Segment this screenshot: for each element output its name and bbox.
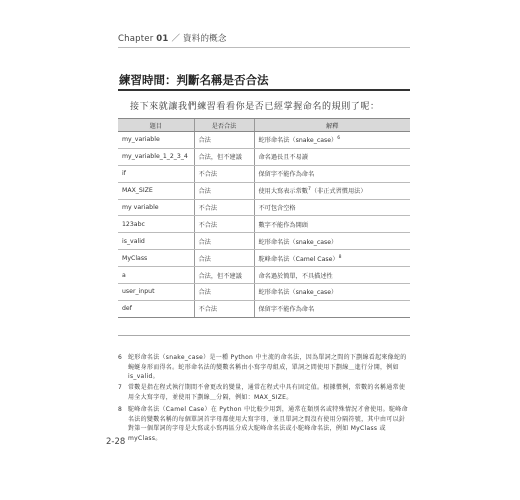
cell-explanation-text: 蛇形命名法（snake_case） — [258, 137, 338, 145]
table-row — [118, 182, 410, 199]
table-row — [118, 233, 410, 250]
cell-explanation — [254, 199, 410, 216]
cell-valid — [194, 267, 254, 284]
cell-valid-text: 不合法 — [198, 205, 218, 212]
page-number: 2-28 — [106, 437, 126, 447]
chapter-word: Chapter — [118, 34, 154, 44]
table-row — [118, 148, 410, 165]
footnote-ref: 6 — [337, 136, 341, 142]
cell-valid — [194, 199, 254, 216]
cell-explanation-text: 保留字不能作為命名 — [258, 171, 315, 179]
cell-explanation-text: 蛇形命名法（snake_case） — [258, 289, 338, 297]
cell-valid — [194, 216, 254, 233]
cell-name — [118, 182, 194, 199]
cell-name — [118, 165, 194, 182]
header-cell-explanation: 解釋 — [254, 119, 410, 132]
cell-name — [118, 148, 194, 165]
cell-valid-text: 合法 — [198, 188, 211, 196]
cell-valid-text: 合法，但不建議 — [198, 154, 242, 162]
chapter-number: 01 — [156, 34, 169, 44]
cell-explanation-text: 命名過於簡單，不具描述性 — [258, 272, 333, 280]
table-row — [118, 132, 410, 149]
cell-valid-text: 合法 — [198, 238, 211, 246]
header-cell-question: 題目 — [118, 119, 194, 132]
cell-name — [118, 250, 194, 267]
footnote-ref: 8 — [338, 254, 342, 260]
footnote-number: 6 — [118, 354, 123, 361]
section-intro: 接下來就讓我們練習看看你是否已經掌握命名的規則了呢： — [130, 102, 380, 112]
footnote-text: 駝峰命名法（Camel Case）在 Python 中比較少用到，通常在類別名或特殊情況才會使用。駝峰命名法的變數名稱的每個單詞首字母都使用大寫字母，並且單詞之間沒有使用分隔符號，其中由可以針對第一個單詞的字母是大寫或小寫再區分成大駝峰命名法或小駝峰命名法，例如 MyClass 或 myClass。 — [128, 406, 408, 442]
footnote-text: 蛇形命名法（snake_case）是一種 Python 中主流的命名法，因為單詞之間的下劃線看起來像蛇的蜿蜒身形而得名。蛇形命名法的變數名稱由小寫字母組成，單詞之間使用下劃線＿進行分開，例如 is_valid。 — [128, 354, 407, 380]
cell-explanation-text: 駝峰命名法（Camel Case） — [258, 255, 339, 263]
cell-name-text: a — [122, 271, 126, 279]
cell-explanation-text: 不可包含空格 — [258, 205, 296, 212]
cell-explanation — [254, 284, 410, 301]
cell-explanation — [254, 132, 410, 149]
cell-name-text: def — [122, 305, 132, 313]
cell-name — [118, 132, 194, 149]
cell-explanation — [254, 148, 410, 165]
table-row — [118, 216, 410, 233]
cell-valid — [194, 148, 254, 165]
cell-valid-text: 合法 — [198, 137, 211, 145]
footnote-number: 8 — [118, 406, 123, 413]
cell-valid-text: 不合法 — [198, 171, 218, 179]
cell-name-text: if — [122, 170, 126, 178]
cell-explanation-text: 數字不能作為開頭 — [258, 221, 308, 229]
table-row — [118, 267, 410, 284]
table-header-row — [118, 119, 410, 132]
cell-explanation — [254, 300, 410, 317]
cell-explanation-text: 命名過長且不易讀 — [258, 154, 308, 162]
cell-name-text: 123abc — [122, 220, 145, 228]
naming-table — [118, 118, 410, 318]
cell-explanation — [254, 216, 410, 233]
footnote-divider — [118, 335, 410, 336]
section-title: 練習時間：判斷名稱是否合法 — [119, 73, 269, 87]
cell-explanation-text: 蛇形命名法（snake_case） — [258, 238, 338, 246]
cell-valid — [194, 250, 254, 267]
cell-explanation — [254, 165, 410, 182]
cell-valid — [194, 284, 254, 301]
chapter-header — [118, 32, 408, 46]
cell-explanation-text: 保留字不能作為命名 — [258, 306, 315, 314]
table-row — [118, 165, 410, 182]
cell-name-text: my_variable_1_2_3_4 — [122, 153, 188, 161]
footnote-number: 7 — [118, 384, 123, 391]
cell-name — [118, 233, 194, 250]
cell-valid-text: 不合法 — [198, 221, 218, 229]
cell-name-text: my_variable — [122, 136, 160, 144]
cell-name — [118, 284, 194, 301]
cell-name-text: MAX_SIZE — [122, 187, 153, 195]
cell-name — [118, 199, 194, 216]
cell-explanation — [254, 250, 410, 267]
table-row — [118, 250, 410, 267]
cell-valid-text: 合法，但不建議 — [198, 272, 242, 280]
cell-name — [118, 267, 194, 284]
cell-name-text: MyClass — [122, 254, 148, 262]
cell-name-text: user_input — [122, 288, 155, 296]
chapter-title: 資料的概念 — [183, 34, 227, 44]
cell-explanation — [254, 182, 410, 199]
footnote-7 — [118, 383, 410, 402]
cell-valid-text: 合法 — [198, 255, 211, 263]
footnote-6 — [118, 353, 410, 382]
cell-valid — [194, 132, 254, 149]
footnote-text: 常數是指在程式執行期間不會更改的變量，通常在程式中具有固定值。根據慣例，常數的名稱通常使用全大寫字母，並使用下劃線＿分隔，例如：MAX_SIZE。 — [128, 384, 406, 401]
cell-valid — [194, 233, 254, 250]
cell-name — [118, 300, 194, 317]
header-cell-valid: 是否合法 — [194, 119, 254, 132]
table-row — [118, 300, 410, 317]
cell-explanation — [254, 233, 410, 250]
cell-valid-text: 不合法 — [198, 306, 218, 314]
footnote-8 — [118, 405, 410, 443]
chapter-separator: ／ — [171, 34, 181, 44]
cell-name-text: is_valid — [122, 237, 145, 245]
cell-valid — [194, 165, 254, 182]
cell-name — [118, 216, 194, 233]
table-row — [118, 284, 410, 301]
table-row — [118, 199, 410, 216]
section-divider — [118, 89, 410, 91]
footnote-ref: 7 — [308, 187, 311, 193]
cell-explanation-tail: （非正式習慣用法） — [310, 188, 367, 196]
cell-explanation-text: 使用大寫表示常數 — [258, 188, 308, 196]
cell-valid-text: 合法 — [198, 289, 211, 297]
header-divider — [118, 47, 410, 48]
cell-explanation — [254, 267, 410, 284]
cell-valid — [194, 182, 254, 199]
cell-name-text: my variable — [122, 204, 159, 211]
cell-valid — [194, 300, 254, 317]
